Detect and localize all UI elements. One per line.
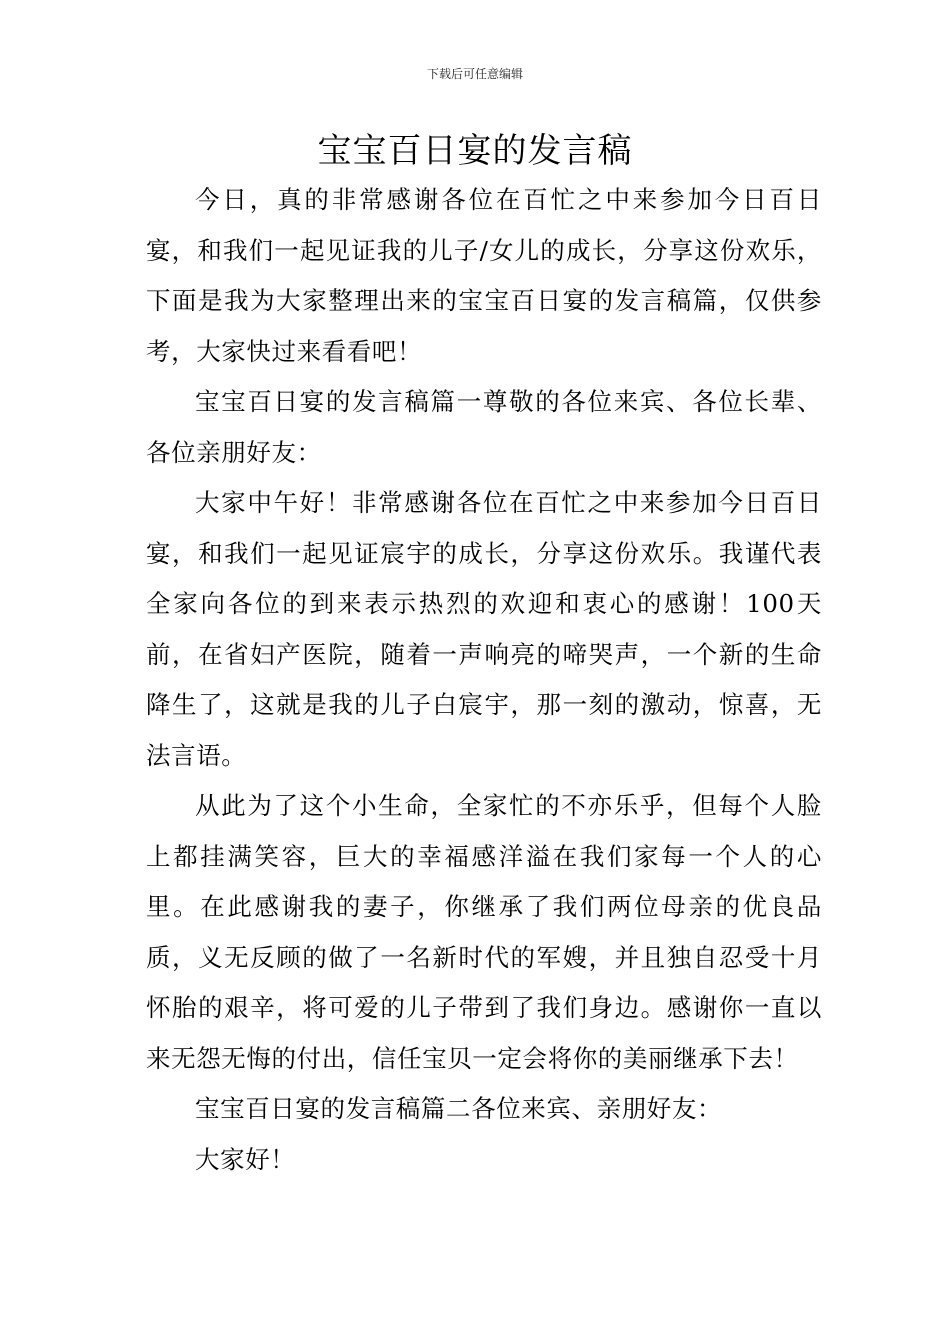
paragraph-speech-two-heading: 宝宝百日宴的发言稿篇二各位来宾、亲朋好友： (195, 1094, 723, 1123)
paragraph-speech-one-heading: 宝宝百日宴的发言稿篇一尊敬的各位来宾、各位长辈、各位亲朋好友： (146, 387, 822, 467)
paragraph-speech-one-body: 从此为了这个小生命，全家忙的不亦乐乎，但每个人脸上都挂满笑容，巨大的幸福感洋溢在我们家每一个人的心里。在此感谢我的妻子，你继承了我们两位母亲的优良品质，义无反顾的做了一名新时代的军嫂，并且独自忍受十月怀胎的艰辛，将可爱的儿子带到了我们身边。感谢你一直以来无怨无悔的付出，信任宝贝一定会将你的美丽继承下去！ (146, 791, 822, 1073)
paragraph-speech-two-greeting: 大家好！ (195, 1144, 296, 1174)
header-note: 下载后可任意编辑 (426, 67, 523, 81)
paragraph-intro: 今日，真的非常感谢各位在百忙之中来参加今日百日宴，和我们一起见证我的儿子/女儿的成长，分享这份欢乐，下面是我为大家整理出来的宝宝百日宴的发言稿篇，仅供参考，大家快过来看看吧！ (146, 185, 822, 366)
document-body (146, 175, 822, 1185)
document-title: 宝宝百日宴的发言稿 (317, 131, 633, 171)
paragraph-speech-one-greeting: 大家中午好！非常感谢各位在百忙之中来参加今日百日宴，和我们一起见证宸宇的成长，分享这份欢乐。我谨代表全家向各位的到来表示热烈的欢迎和衷心的感谢！100天前，在省妇产医院，随着一声响亮的啼哭声，一个新的生命降生了，这就是我的儿子白宸宇，那一刻的激动，惊喜，无法言语。 (146, 488, 822, 770)
